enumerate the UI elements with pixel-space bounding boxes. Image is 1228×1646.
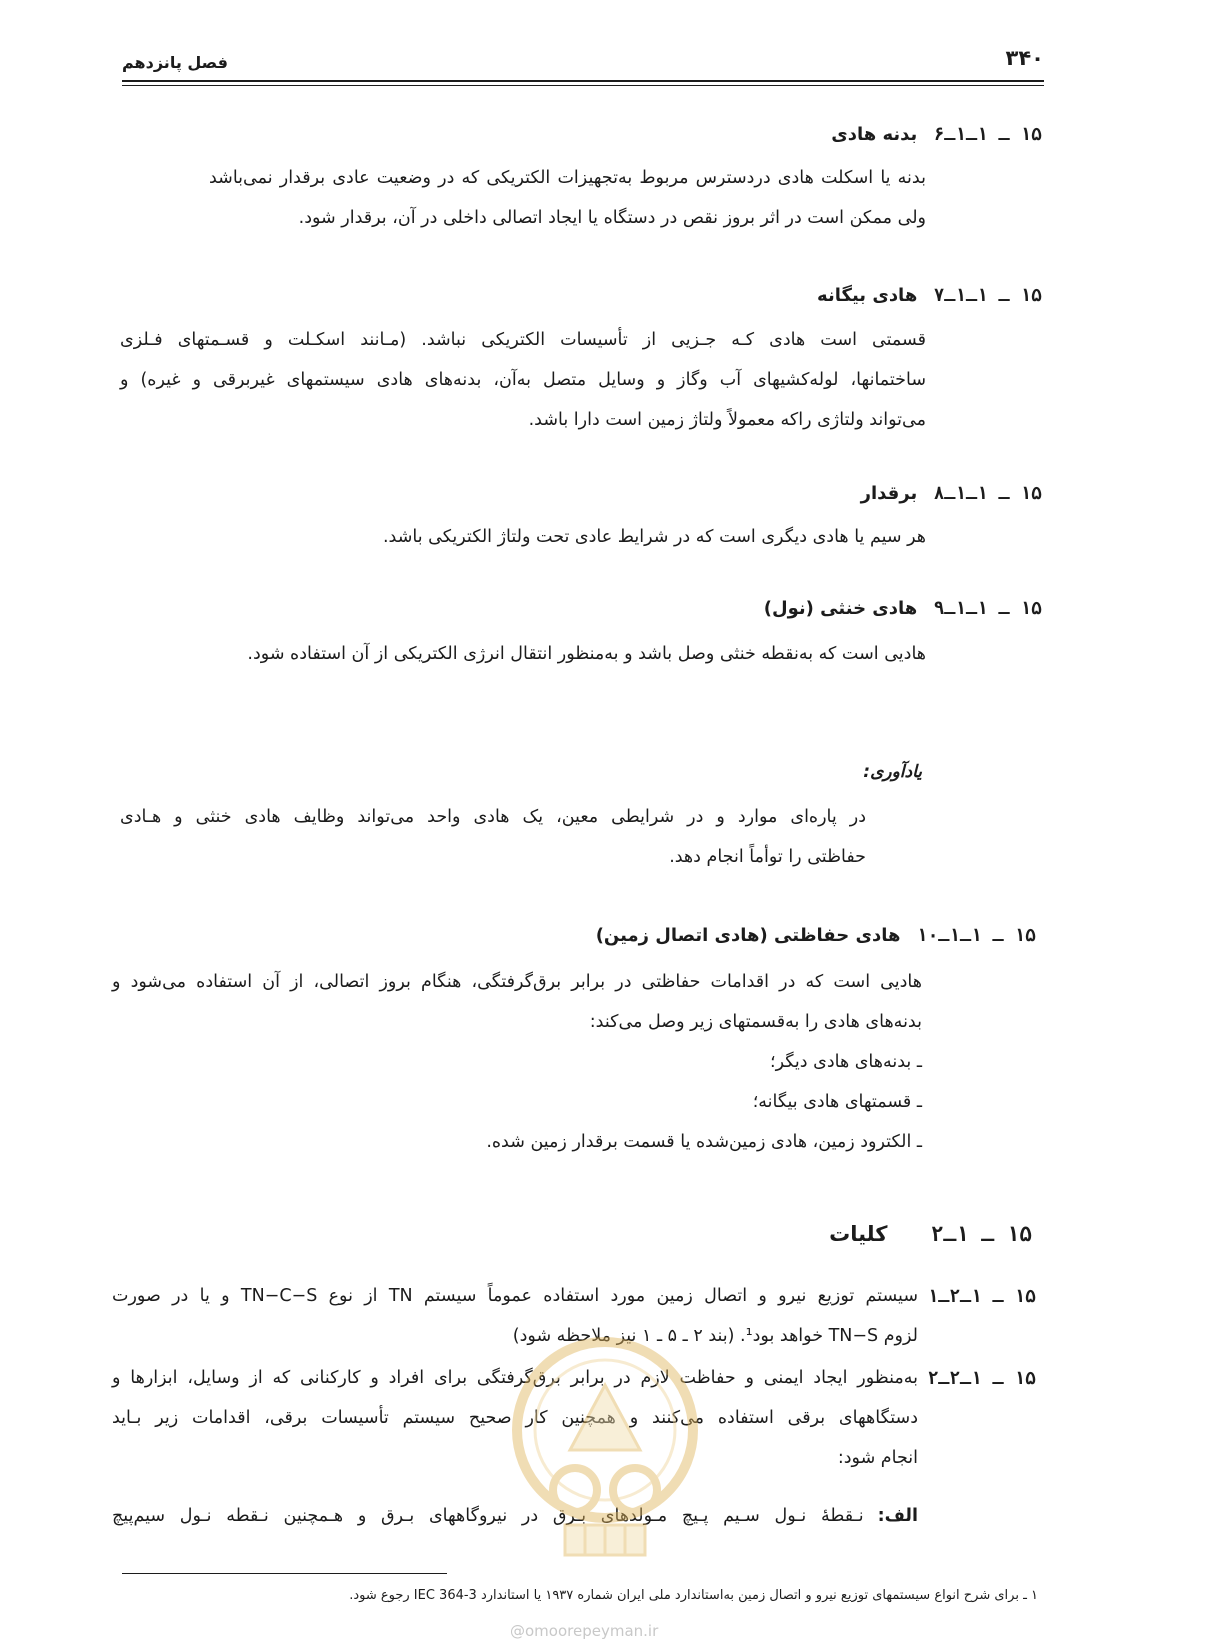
text-line: حفاظتی را توأماً انجام دهد. [669,847,866,867]
section-number: ۱۵ ـ ۱ـ۱ـ۷ [933,285,1042,306]
watermark-url: @omoorepeyman.ir [510,1622,659,1640]
header-rule [122,80,1044,82]
footnote-rule [122,1573,447,1574]
text-line: دستگاههای برقی استفاده می‌کنند و همچنین کار صحیح سیستم تأسیسات برقی، اقدامات زیر بـاید [112,1408,918,1428]
note-title: یادآوری: [863,762,922,782]
footnote: ۱ ـ برای شرح انواع سیستمهای توزیع نیرو و اتصال زمین به‌استاندارد ملی ایران شماره ۱۹۳۷ یا استاندارد IEC 364-3 رجوع شود. [349,1588,1038,1603]
section-heading [831,124,1042,145]
section-body [120,320,926,440]
section-body [290,517,926,557]
clause-number [918,1368,1036,1389]
section-number: ۱۵ ـ ۱ـ۱ـ۹ [933,598,1042,619]
item-label: الف: [877,1506,918,1526]
section-number: ۱۵ ـ ۱ـ۱ـ۶ [933,124,1042,145]
section-heading [861,483,1042,504]
section-title: بدنه هادی [831,124,918,145]
text-line: قسمتی است هادی کـه جـزیی از تأسیسات الکتریکی نباشد. (مـانند اسکـلت و قسـمتهای فـلزی [120,330,926,350]
text-line: بدنه‌های هادی را به‌قسمتهای زیر وصل می‌کند: [589,1012,922,1032]
text-line: به‌منظور ایجاد ایمنی و حفاظت لازم در برابر برق‌گرفتگی برای افراد و کارکنانی که از وسایل، ابزارها و [112,1368,918,1388]
section-title: هادی حفاظتی (هادی اتصال زمین) [595,925,901,946]
section-title: برقدار [860,483,918,504]
list-item: ـ بدنه‌های هادی دیگر؛ [770,1052,922,1072]
section-title: هادی خنثی (نول) [763,598,918,619]
text-line: بدنه یا اسکلت هادی دردسترس مربوط به‌تجهیزات الکتریکی که در وضعیت عادی برقدار نمی‌باشد [209,168,926,188]
clause-number [918,1286,1036,1307]
item-text: نـقطهٔ نـول سـیم پـیچ مـولدهای بـرق در نیروگاههای بـرق و هـمچنین نـقطه نـول سیم‌پیچ [112,1506,864,1526]
list-item: ـ قسمتهای هادی بیگانه؛ [752,1092,922,1112]
section-heading [817,285,1042,306]
section-body [170,634,926,674]
text-line: ساختمانها، لوله‌کشیهای آب وگاز و وسایل متصل به‌آن، بدنه‌های هادی سیستمهای غیربرقی و غیره) و [120,370,926,390]
text-line: می‌تواند ولتاژی راکه معمولاً ولتاژ زمین است دارا باشد. [528,410,926,430]
text-line: در پاره‌ای موارد و در شرایطی معین، یک هادی واحد می‌تواند وظایف هادی خنثی و هـادی [120,807,866,827]
text-line: هادیی است که به‌نقطه خنثی وصل باشد و به‌منظور انتقال انرژی الکتریکی از آن استفاده شود. [247,644,926,664]
text-line: هادیی است که در اقدامات حفاظتی در برابر برق‌گرفتگی، هنگام بروز اتصالی، از آن استفاده می‌شود و [112,972,922,992]
chapter-title: فصل پانزدهم [122,53,228,72]
section-title: هادی بیگانه [817,285,918,306]
section-number: ۱۵ ـ ۱ـ۲ـ۱ [927,1286,1036,1307]
header-rule-thin [122,85,1044,86]
section-body [112,962,922,1162]
text-line: ولی ممکن است در اثر بروز نقص در دستگاه یا ایجاد اتصالی داخلی در آن، برقدار شود. [298,208,926,228]
section-number: ۱۵ ـ ۱ـ۲ـ۲ [927,1368,1036,1389]
section-body [209,158,926,238]
text-line: انجام شود: [837,1448,918,1468]
list-item: ـ الکترود زمین، هادی زمین‌شده یا قسمت برقدار زمین شده. [486,1132,922,1152]
text-line: لزوم TN−S خواهد بود¹. (بند ۲ ـ ۵ ـ ۱ نیز ملاحظه شود) [512,1326,918,1346]
section-number: ۱۵ ـ ۱ـ۱ـ۸ [933,483,1042,504]
text-line: هر سیم یا هادی دیگری است که در شرایط عادی تحت ولتاژ الکتریکی باشد. [382,527,926,547]
section-title: کلیات [829,1222,888,1246]
section-number: ۱۵ ـ ۱ـ۲ [930,1222,1032,1246]
section-heading [596,925,1036,946]
section-heading [764,598,1042,619]
section-number: ۱۵ ـ ۱ـ۱ـ۱۰ [916,925,1036,946]
note-body [120,797,866,877]
watermark-seal-icon [500,1330,710,1570]
section-heading [829,1222,1032,1246]
text-line: سیستم توزیع نیرو و اتصال زمین مورد استفاده عموماً سیستم TN از نوع TN−C−S و یا در صورت [112,1286,918,1306]
page-number: ۳۴۰ [1005,46,1044,70]
